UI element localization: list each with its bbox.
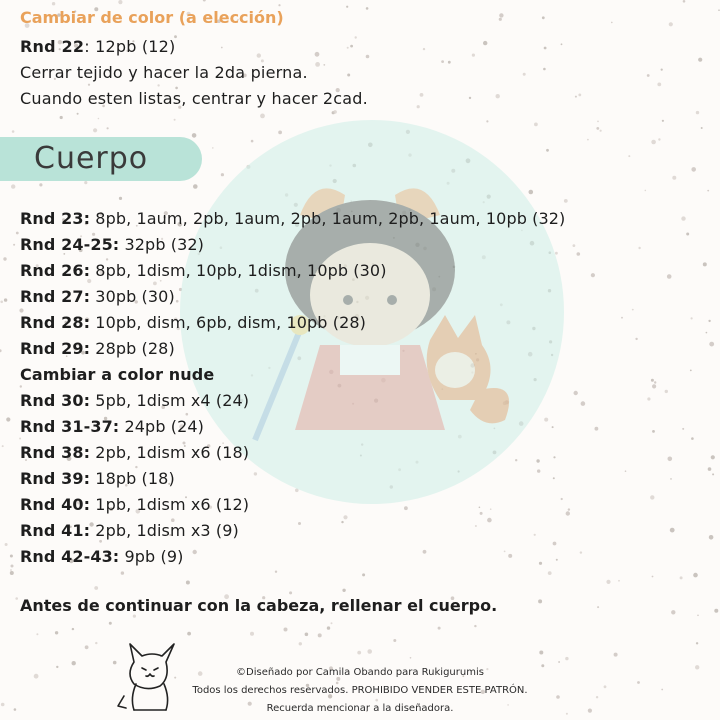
color-change-heading: Cambiar a color nude bbox=[20, 365, 215, 384]
round-text: 8pb, 1dism, 10pb, 1dism, 10pb (30) bbox=[90, 261, 387, 280]
footer-mention: Recuerda mencionar a la diseñadora. bbox=[266, 703, 454, 714]
round-22-line bbox=[20, 36, 175, 58]
round-label: Rnd 40: bbox=[20, 495, 91, 514]
round-text: 10pb, dism, 6pb, dism, 10pb (28) bbox=[90, 313, 366, 332]
round-label: Rnd 26: bbox=[20, 261, 91, 280]
round-label: Rnd 27: bbox=[20, 287, 91, 306]
round-text: 28pb (28) bbox=[90, 339, 175, 358]
round-list bbox=[20, 206, 565, 570]
instruction-line: Cuando esten listas, centrar y hacer 2cad. bbox=[20, 89, 368, 108]
round-label: Rnd 23: bbox=[20, 209, 91, 228]
round-label: Rnd 28: bbox=[20, 313, 91, 332]
round-row bbox=[20, 258, 565, 284]
round-text: 32pb (32) bbox=[119, 235, 204, 254]
cat-doodle-icon bbox=[112, 634, 190, 714]
instruction-line: Cerrar tejido y hacer la 2da pierna. bbox=[20, 63, 308, 82]
round-label: Rnd 42-43: bbox=[20, 547, 120, 566]
round-row bbox=[20, 544, 565, 570]
round-row bbox=[20, 206, 565, 232]
section-title: Cuerpo bbox=[34, 141, 149, 176]
round-row bbox=[20, 492, 565, 518]
round-label: Rnd 31-37: bbox=[20, 417, 120, 436]
round-row bbox=[20, 388, 565, 414]
round-row bbox=[20, 518, 565, 544]
round-label: Rnd 30: bbox=[20, 391, 91, 410]
round-label: Rnd 39: bbox=[20, 469, 91, 488]
round-text: 2pb, 1dism x3 (9) bbox=[90, 521, 239, 540]
round-text: : 12pb (12) bbox=[84, 37, 176, 56]
round-text: 24pb (24) bbox=[119, 417, 204, 436]
round-row bbox=[20, 232, 565, 258]
round-label: Rnd 24-25: bbox=[20, 235, 120, 254]
round-label: Rnd 22 bbox=[20, 37, 85, 56]
footer-credit: ©Diseñado por Camila Obando para Rukigurumis bbox=[236, 667, 484, 678]
color-change-heading: Cambiar de color (a elección) bbox=[20, 8, 284, 27]
section-banner bbox=[0, 137, 202, 181]
round-row bbox=[20, 466, 565, 492]
round-row bbox=[20, 414, 565, 440]
round-row bbox=[20, 310, 565, 336]
round-row bbox=[20, 440, 565, 466]
round-text: 9pb (9) bbox=[119, 547, 184, 566]
round-row bbox=[20, 284, 565, 310]
footer-rights: Todos los derechos reservados. PROHIBIDO VENDER ESTE PATRÓN. bbox=[192, 685, 528, 696]
round-label: Rnd 29: bbox=[20, 339, 91, 358]
closing-instruction: Antes de continuar con la cabeza, rellenar el cuerpo. bbox=[20, 596, 498, 615]
round-text: 1pb, 1dism x6 (12) bbox=[90, 495, 250, 514]
round-text: 5pb, 1dism x4 (24) bbox=[90, 391, 250, 410]
round-text: 8pb, 1aum, 2pb, 1aum, 2pb, 1aum, 2pb, 1aum, 10pb (32) bbox=[90, 209, 566, 228]
round-label: Rnd 41: bbox=[20, 521, 91, 540]
round-label: Rnd 38: bbox=[20, 443, 91, 462]
round-text: 2pb, 1dism x6 (18) bbox=[90, 443, 250, 462]
round-text: 30pb (30) bbox=[90, 287, 175, 306]
round-row bbox=[20, 336, 565, 362]
round-text: 18pb (18) bbox=[90, 469, 175, 488]
